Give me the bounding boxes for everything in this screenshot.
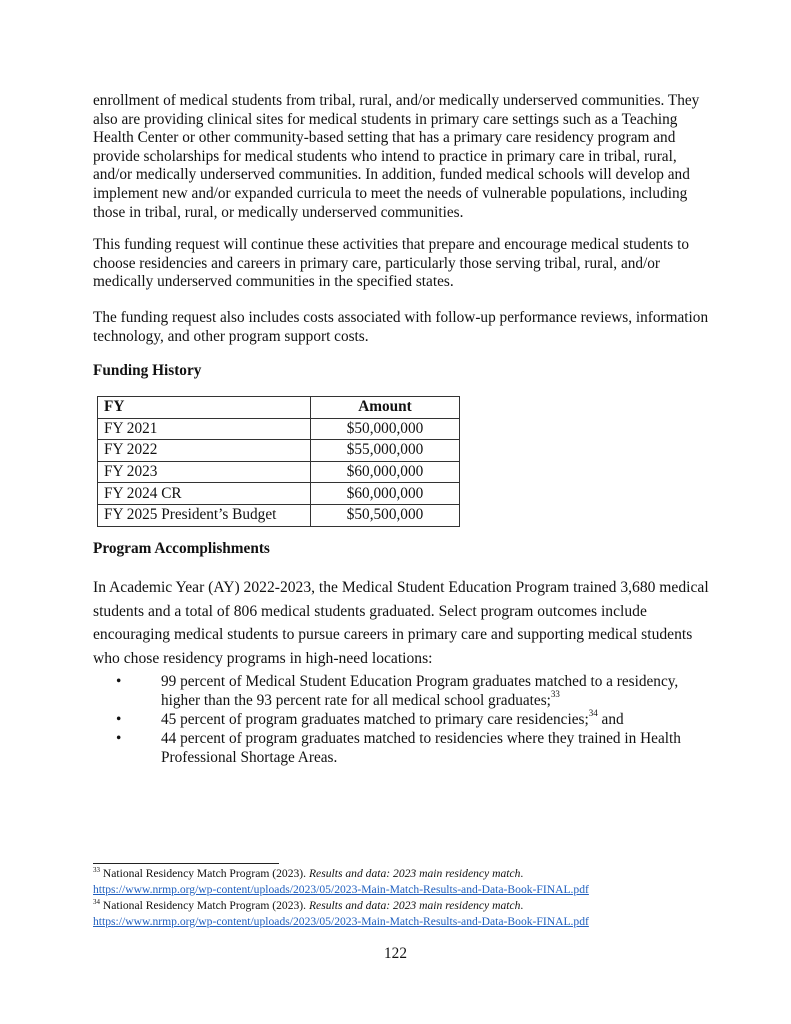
footnote-link[interactable]: https://www.nrmp.org/wp-content/uploads/2023/05/2023-Main-Match-Results-and-Data-Book-FINAL.pdf bbox=[93, 915, 589, 928]
cell-fy: FY 2025 President’s Budget bbox=[98, 504, 311, 526]
list-item bbox=[93, 710, 713, 729]
table-row bbox=[98, 440, 460, 462]
bullet-icon: • bbox=[116, 730, 122, 747]
accomplishments-list bbox=[93, 672, 713, 767]
footnote-source: National Residency Match Program (2023). bbox=[100, 899, 309, 912]
body-paragraph-enrollment: enrollment of medical students from tribal, rural, and/or medically underserved communities. They also are providing clinical sites for medical students in primary care settings such as a Teaching Health Center or other community-based setting that has a primary care residency program and provide scholarships for medical students who intend to practice in primary care in tribal, rural, and/or medically underserved communities. In addition, funded medical schools will develop and implement new and/or expanded curricula to meet the needs of vulnerable populations, including those in tribal, rural, or medically underserved communities. bbox=[93, 92, 700, 221]
footnote-divider bbox=[93, 863, 279, 864]
list-item bbox=[93, 672, 713, 710]
column-header-amount: Amount bbox=[311, 397, 460, 419]
footnote-number: 33 bbox=[93, 866, 100, 874]
cell-fy: FY 2022 bbox=[98, 440, 311, 462]
table-row bbox=[98, 461, 460, 483]
list-item-trailing-text: and bbox=[597, 711, 624, 728]
cell-fy: FY 2024 CR bbox=[98, 483, 311, 505]
list-item-text: 45 percent of program graduates matched to primary care residencies; bbox=[161, 711, 589, 728]
cell-amount: $55,000,000 bbox=[311, 440, 460, 462]
accomplishments-intro: In Academic Year (AY) 2022-2023, the Medical Student Education Program trained 3,680 medical students and a total of 806 medical students graduated. Select program outcomes include encouraging medical students to pursue careers in primary care and supporting medical students who chose residency programs in high-need locations: bbox=[93, 579, 709, 667]
list-item bbox=[93, 729, 713, 767]
cell-fy: FY 2023 bbox=[98, 461, 311, 483]
table-row bbox=[98, 504, 460, 526]
footnote-source: National Residency Match Program (2023). bbox=[100, 867, 309, 880]
footnote-title: Results and data: 2023 main residency match bbox=[308, 867, 521, 880]
cell-amount: $60,000,000 bbox=[311, 483, 460, 505]
list-item-text: 44 percent of program graduates matched to residencies where they trained in Health Professional Shortage Areas. bbox=[161, 730, 681, 766]
footnote-title: Results and data: 2023 main residency match bbox=[308, 899, 521, 912]
page-number: 122 bbox=[384, 945, 407, 962]
footnote-period: . bbox=[520, 867, 524, 880]
list-item-text: 99 percent of Medical Student Education Program graduates matched to a residency, higher than the 93 percent rate for all medical school graduates; bbox=[161, 673, 679, 709]
body-paragraph-support-costs: The funding request also includes costs associated with follow-up performance reviews, information technology, and other program support costs. bbox=[93, 309, 709, 345]
cell-amount: $50,000,000 bbox=[311, 418, 460, 440]
footnote-34 bbox=[93, 898, 713, 930]
bullet-icon: • bbox=[116, 711, 122, 728]
table-row bbox=[98, 418, 460, 440]
funding-history-table bbox=[97, 396, 460, 527]
footnote-link[interactable]: https://www.nrmp.org/wp-content/uploads/2023/05/2023-Main-Match-Results-and-Data-Book-FINAL.pdf bbox=[93, 883, 589, 896]
column-header-fy: FY bbox=[98, 397, 311, 419]
footnote-number: 34 bbox=[93, 898, 100, 906]
footnotes bbox=[93, 866, 713, 930]
footnote-ref-34[interactable]: 34 bbox=[588, 708, 598, 718]
program-accomplishments-heading: Program Accomplishments bbox=[93, 540, 270, 557]
footnote-33 bbox=[93, 866, 713, 898]
bullet-icon: • bbox=[116, 673, 122, 690]
body-paragraph-funding-request: This funding request will continue these activities that prepare and encourage medical students to choose residencies and careers in primary care, particularly those serving tribal, rural, and/or medically underserved communities in the specified states. bbox=[93, 236, 689, 291]
cell-fy: FY 2021 bbox=[98, 418, 311, 440]
funding-history-heading: Funding History bbox=[93, 362, 202, 379]
footnote-period: . bbox=[520, 899, 524, 912]
cell-amount: $50,500,000 bbox=[311, 504, 460, 526]
table-row bbox=[98, 483, 460, 505]
table-header-row bbox=[98, 397, 460, 419]
footnote-ref-33[interactable]: 33 bbox=[550, 689, 560, 699]
cell-amount: $60,000,000 bbox=[311, 461, 460, 483]
